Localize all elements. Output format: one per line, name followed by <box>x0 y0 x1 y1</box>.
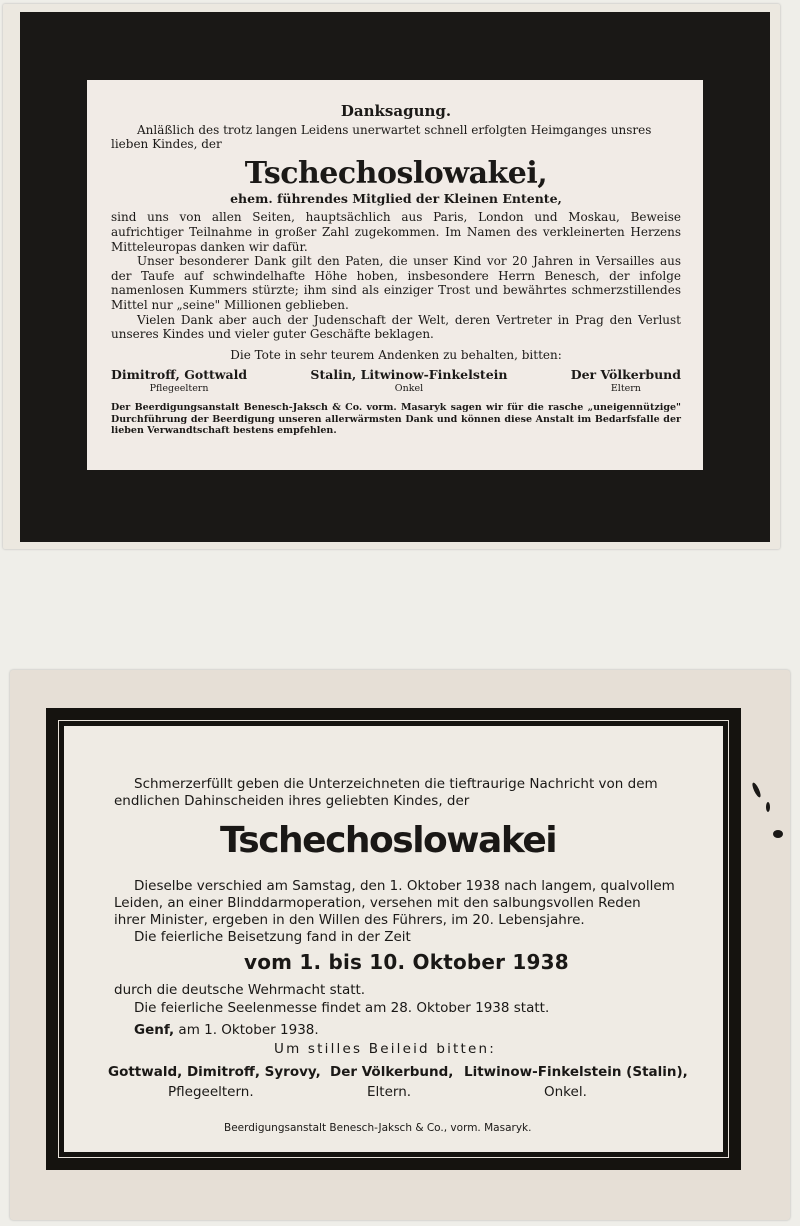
notice-date: am 1. Oktober 1938. <box>174 1022 319 1038</box>
deceased-subtitle: ehem. führendes Mitglied der Kleinen Entente, <box>230 190 562 206</box>
intro-line-2: lieben Kindes, der <box>111 137 222 152</box>
signatory-name: Stalin, Litwinow-Finkelstein <box>310 367 508 383</box>
burial-by-line: durch die deutsche Wehrmacht statt. <box>114 982 366 998</box>
announcement-line: Schmerzerfüllt geben die Unterzeichneten die tieftraurige Nachricht von dem <box>134 776 658 792</box>
death-details-line-2: Leiden, an einer Blinddarmoperation, versehen mit den salbungsvollen Reden <box>114 895 641 911</box>
paragraph-thanks: Vielen Dank aber auch der Judenschaft der Welt, deren Vertreter in Prag den Verlust unseres Kindes und vieler guter Geschäfte beklagen. <box>111 312 681 342</box>
deceased-name: Tschechoslowakei <box>220 820 557 861</box>
burial-intro: Die feierliche Beisetzung fand in der Zeit <box>134 929 411 945</box>
signatory-name: Litwinow-Finkelstein (Stalin), <box>464 1064 688 1080</box>
black-mourning-frame <box>46 708 741 1170</box>
signatory-name: Gottwald, Dimitroff, Syrovy, <box>108 1064 321 1080</box>
death-details-line: Dieselbe verschied am Samstag, den 1. Oktober 1938 nach langem, qualvollem <box>134 878 675 894</box>
obituary-card-death-notice <box>10 670 790 1220</box>
signatory <box>111 368 247 394</box>
obituary-card-thanks <box>3 4 780 549</box>
signatory-role: Onkel <box>394 382 424 394</box>
funeral-home-footer: Beerdigungsanstalt Benesch-Jaksch & Co., vorm. Masaryk. <box>224 1122 532 1134</box>
death-details-line-3: ihrer Minister, ergeben in den Willen des Führers, im 20. Lebensjahre. <box>114 912 585 928</box>
ink-blot-mark <box>773 830 783 838</box>
deceased-name: Tschechoslowakei, <box>244 155 548 191</box>
closing-request: Die Tote in sehr teurem Andenken zu behalten, bitten: <box>230 347 562 362</box>
signatory <box>571 368 681 394</box>
ink-blot-mark <box>766 802 770 812</box>
requiem-line: Die feierliche Seelenmesse findet am 28. Oktober 1938 statt. <box>134 1000 550 1016</box>
burial-dates: vom 1. bis 10. Oktober 1938 <box>244 950 569 974</box>
signatory-name: Dimitroff, Gottwald <box>111 367 248 383</box>
closing-request: Um stilles Beileid bitten: <box>274 1041 497 1057</box>
death-notice-panel <box>64 726 723 1152</box>
paragraph-godparents: Unser besonderer Dank gilt den Paten, die unser Kind vor 20 Jahren in Versailles aus der Taufe auf schwindelhafte Höhe hoben, insbesondere Herrn Benesch, der infolge namenlosen Kummers stürzte; ihm sind als einziger Trost und bewährtes schmerzstillendes Mittel nur „seine" Millionen geblieben. <box>111 254 681 312</box>
signatory-role: Pflegeeltern <box>149 382 209 394</box>
place-date-line <box>134 1022 319 1039</box>
signatory-role: Eltern. <box>367 1084 412 1100</box>
signatory-role: Eltern <box>610 382 641 394</box>
intro-line: Anläßlich des trotz langen Leidens unerwartet schnell erfolgten Heimganges unsres <box>137 122 652 137</box>
signatories-row <box>111 368 681 394</box>
signatory-role: Pflegeeltern. <box>168 1084 254 1100</box>
thanks-notice-panel <box>87 80 703 470</box>
announcement-line-2: endlichen Dahinscheiden ihres geliebten Kindes, der <box>114 793 470 809</box>
place-name: Genf, <box>134 1022 175 1038</box>
signatory-name: Der Völkerbund <box>570 367 681 383</box>
paragraph-sympathy: sind uns von allen Seiten, hauptsächlich aus Paris, London und Moskau, Beweise aufrichtiger Teilnahme in großer Zahl zugekommen. Im Namen des verkleinerten Herzens Mitteleuropas danken wir dafür. <box>111 210 681 254</box>
funeral-home-note: Der Beerdigungsanstalt Benesch-Jaksch & Co. vorm. Masaryk sagen wir für die rasche „uneigennützige" Durchführung der Beerdigung unseren allerwärmsten Dank und können diese Anstalt im Bedarfsfalle der lieben Verwandtschaft bestens empfehlen. <box>111 401 681 437</box>
signatory <box>310 368 507 394</box>
signatory-name: Der Völkerbund, <box>330 1064 454 1080</box>
notice-title: Danksagung. <box>340 102 452 120</box>
ink-blot-mark <box>751 782 762 799</box>
signatory-role: Onkel. <box>544 1084 587 1100</box>
